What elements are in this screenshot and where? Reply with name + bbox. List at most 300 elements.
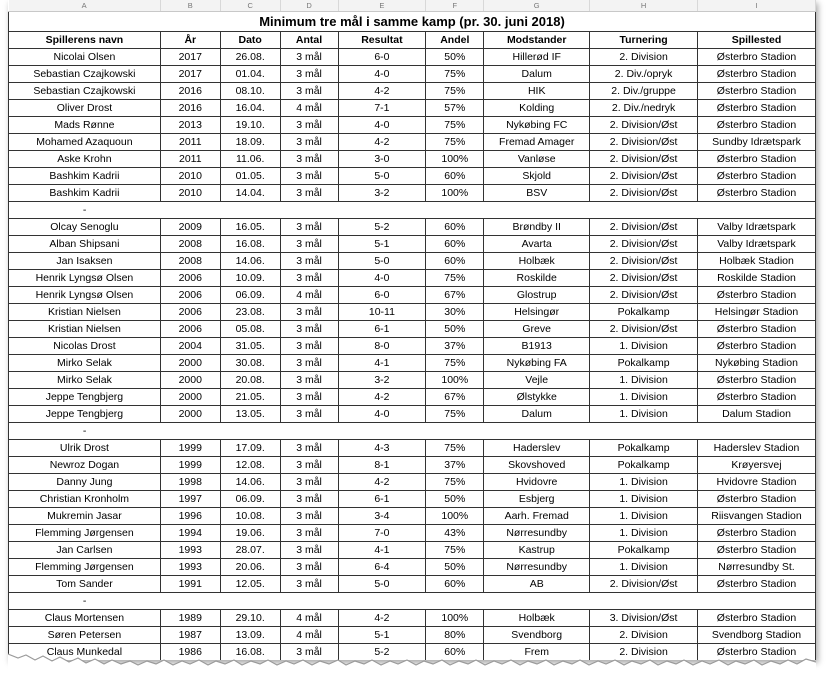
table-cell[interactable]: Riisvangen Stadion [698,508,816,525]
table-cell[interactable]: Dalum Stadion [698,406,816,423]
table-cell[interactable]: 1. Division [590,559,698,576]
table-cell[interactable]: 4-3 [338,440,426,457]
table-cell[interactable]: 4-2 [338,474,426,491]
table-cell[interactable]: 3 mål [280,304,338,321]
table-cell[interactable]: 2. Division/Øst [590,321,698,338]
table-cell[interactable]: Tom Sander [9,576,161,593]
table-cell[interactable]: Nørresundby St. [698,559,816,576]
table-cell[interactable]: Pokalkamp [590,355,698,372]
table-cell[interactable]: 16.05. [220,219,280,236]
table-cell[interactable]: Aarh. Fremad [484,508,590,525]
table-cell[interactable]: 1. Division [590,474,698,491]
table-cell[interactable]: 3 mål [280,321,338,338]
table-cell[interactable]: 1999 [160,457,220,474]
table-cell[interactable]: 1. Division [590,491,698,508]
table-cell[interactable]: 2000 [160,355,220,372]
table-cell[interactable]: 3 mål [280,355,338,372]
table-cell[interactable]: Henrik Lyngsø Olsen [9,270,161,287]
table-cell[interactable] [426,593,484,610]
table-cell[interactable]: 100% [426,372,484,389]
table-cell[interactable]: 28.07. [220,542,280,559]
table-cell[interactable]: 12.08. [220,457,280,474]
table-cell[interactable]: Danny Jung [9,474,161,491]
table-cell[interactable]: 2. Division/Øst [590,117,698,134]
table-cell[interactable]: Dalum [484,66,590,83]
table-cell[interactable]: 2. Division/Øst [590,576,698,593]
table-cell[interactable]: Pokalkamp [590,304,698,321]
table-cell[interactable]: 60% [426,219,484,236]
table-cell[interactable]: Nicolas Drost [9,338,161,355]
table-cell[interactable]: 60% [426,253,484,270]
table-cell[interactable]: Vejle [484,372,590,389]
table-cell[interactable]: 19.10. [220,117,280,134]
table-cell[interactable]: Mirko Selak [9,355,161,372]
table-cell[interactable]: 3 mål [280,117,338,134]
table-cell[interactable]: Frem [484,644,590,661]
table-cell[interactable]: Mirko Selak [9,372,161,389]
table-cell[interactable]: 100% [426,185,484,202]
table-cell[interactable] [338,423,426,440]
table-cell[interactable]: Flemming Jørgensen [9,525,161,542]
table-cell[interactable]: 3 mål [280,508,338,525]
table-cell[interactable]: 37% [426,338,484,355]
table-cell[interactable]: 1987 [160,627,220,644]
table-cell[interactable]: Nicolai Olsen [9,49,161,66]
table-cell[interactable]: Østerbro Stadion [698,576,816,593]
table-cell[interactable]: Østerbro Stadion [698,389,816,406]
table-cell[interactable]: 3 mål [280,236,338,253]
table-cell[interactable]: 1. Division [590,338,698,355]
table-cell[interactable]: Esbjerg [484,491,590,508]
table-cell[interactable]: 80% [426,627,484,644]
table-cell[interactable]: 13.05. [220,406,280,423]
table-cell[interactable]: 2. Division/Øst [590,168,698,185]
table-cell[interactable]: 2009 [160,219,220,236]
table-cell[interactable]: 1. Division [590,508,698,525]
table-cell[interactable] [160,593,220,610]
table-cell[interactable]: 60% [426,168,484,185]
table-cell[interactable]: Østerbro Stadion [698,287,816,304]
table-cell[interactable]: 2. Division/Øst [590,253,698,270]
table-cell[interactable]: 1993 [160,559,220,576]
table-cell[interactable]: Østerbro Stadion [698,117,816,134]
table-cell[interactable]: 26.08. [220,49,280,66]
table-cell[interactable]: Oliver Drost [9,100,161,117]
table-cell[interactable] [590,202,698,219]
table-cell[interactable]: 4 mål [280,100,338,117]
header-cell[interactable]: Dato [220,32,280,49]
table-cell[interactable]: Kristian Nielsen [9,304,161,321]
table-cell[interactable]: Østerbro Stadion [698,168,816,185]
table-cell[interactable]: 4-2 [338,83,426,100]
table-cell[interactable]: 2. Div./opryk [590,66,698,83]
table-cell[interactable]: AB [484,576,590,593]
table-cell[interactable]: 19.06. [220,525,280,542]
table-cell[interactable]: 2. Division [590,627,698,644]
table-cell[interactable]: 57% [426,100,484,117]
table-cell[interactable]: 1999 [160,440,220,457]
table-cell[interactable]: 75% [426,134,484,151]
table-cell[interactable]: Østerbro Stadion [698,100,816,117]
table-cell[interactable]: Østerbro Stadion [698,542,816,559]
table-cell[interactable]: Vanløse [484,151,590,168]
table-cell[interactable]: Dalum [484,406,590,423]
table-cell[interactable]: 8-1 [338,457,426,474]
table-cell[interactable]: 30.08. [220,355,280,372]
table-cell[interactable]: 18.09. [220,134,280,151]
table-cell[interactable]: 2011 [160,134,220,151]
table-cell[interactable]: Svendborg [484,627,590,644]
table-cell[interactable]: 3 mål [280,338,338,355]
table-cell[interactable]: 2006 [160,270,220,287]
table-cell[interactable]: 3 mål [280,525,338,542]
table-cell[interactable]: 13.09. [220,627,280,644]
table-cell[interactable]: 14.04. [220,185,280,202]
table-cell[interactable]: Kolding [484,100,590,117]
table-cell[interactable]: 2. Division/Øst [590,185,698,202]
table-cell[interactable]: Sebastian Czajkowski [9,83,161,100]
table-cell[interactable]: BSV [484,185,590,202]
table-cell[interactable]: 3 mål [280,134,338,151]
table-cell[interactable]: 31.05. [220,338,280,355]
table-cell[interactable] [280,423,338,440]
table-cell[interactable]: 4-2 [338,134,426,151]
table-cell[interactable]: 10-11 [338,304,426,321]
table-cell[interactable]: 17.09. [220,440,280,457]
table-cell[interactable]: Helsingør Stadion [698,304,816,321]
table-cell[interactable]: 6-4 [338,559,426,576]
table-cell[interactable]: Østerbro Stadion [698,610,816,627]
table-cell[interactable]: 1998 [160,474,220,491]
table-cell[interactable]: Sundby Idrætspark [698,134,816,151]
table-cell[interactable]: Østerbro Stadion [698,525,816,542]
table-cell[interactable]: Bashkim Kadrii [9,185,161,202]
table-cell[interactable]: 1986 [160,644,220,661]
table-cell[interactable]: Nykøbing FC [484,117,590,134]
table-cell[interactable]: 2. Division [590,49,698,66]
header-cell[interactable]: Spillerens navn [9,32,161,49]
table-cell[interactable]: Jan Isaksen [9,253,161,270]
table-cell[interactable]: 11.06. [220,151,280,168]
header-cell[interactable]: År [160,32,220,49]
table-cell[interactable]: 21.05. [220,389,280,406]
table-cell[interactable] [698,202,816,219]
table-cell[interactable] [426,423,484,440]
table-cell[interactable]: Østerbro Stadion [698,491,816,508]
table-cell[interactable]: 2016 [160,83,220,100]
table-cell[interactable]: Mads Rønne [9,117,161,134]
table-cell[interactable]: 3-2 [338,185,426,202]
table-cell[interactable]: Østerbro Stadion [698,151,816,168]
table-cell[interactable]: 2008 [160,236,220,253]
table-cell[interactable]: 6-1 [338,491,426,508]
table-cell[interactable]: 4-1 [338,542,426,559]
table-cell[interactable]: 5-1 [338,236,426,253]
table-cell[interactable]: 3 mål [280,83,338,100]
table-cell[interactable]: 16.08. [220,236,280,253]
table-cell[interactable]: 10.08. [220,508,280,525]
table-cell[interactable]: Holbæk Stadion [698,253,816,270]
table-cell[interactable]: Claus Munkedal [9,644,161,661]
table-cell[interactable]: 3 mål [280,185,338,202]
table-cell[interactable] [338,202,426,219]
table-cell[interactable]: 6-0 [338,49,426,66]
table-cell[interactable]: Roskilde [484,270,590,287]
table-cell[interactable]: 4 mål [280,627,338,644]
table-cell[interactable]: Sebastian Czajkowski [9,66,161,83]
table-cell[interactable]: 50% [426,321,484,338]
table-cell[interactable]: 3 mål [280,372,338,389]
table-cell[interactable]: 05.08. [220,321,280,338]
table-cell[interactable]: 75% [426,270,484,287]
table-cell[interactable]: 3 mål [280,270,338,287]
table-cell[interactable]: 75% [426,83,484,100]
table-cell[interactable]: Østerbro Stadion [698,185,816,202]
table-cell[interactable]: 1994 [160,525,220,542]
table-cell[interactable]: 12.05. [220,576,280,593]
table-cell[interactable]: 4-0 [338,66,426,83]
table-cell[interactable]: Aske Krohn [9,151,161,168]
table-cell[interactable]: Pokalkamp [590,457,698,474]
table-cell[interactable]: Helsingør [484,304,590,321]
table-cell[interactable]: - [9,593,161,610]
table-cell[interactable]: B1913 [484,338,590,355]
table-cell[interactable]: Jeppe Tengbjerg [9,389,161,406]
table-cell[interactable]: 3 mål [280,389,338,406]
table-cell[interactable]: 43% [426,525,484,542]
table-cell[interactable]: 3 mål [280,576,338,593]
table-cell[interactable]: 4-2 [338,610,426,627]
table-cell[interactable]: 23.08. [220,304,280,321]
table-cell[interactable] [426,202,484,219]
table-cell[interactable]: 7-0 [338,525,426,542]
table-cell[interactable]: 1997 [160,491,220,508]
table-cell[interactable]: 3-0 [338,151,426,168]
table-cell[interactable]: 8-0 [338,338,426,355]
table-cell[interactable]: 2008 [160,253,220,270]
table-cell[interactable]: 2011 [160,151,220,168]
table-cell[interactable]: Jeppe Tengbjerg [9,406,161,423]
table-cell[interactable]: 20.08. [220,372,280,389]
table-cell[interactable]: 6-0 [338,287,426,304]
table-cell[interactable]: 06.09. [220,491,280,508]
table-cell[interactable]: 2. Division/Øst [590,219,698,236]
table-cell[interactable]: 75% [426,474,484,491]
table-cell[interactable]: Alban Shipsani [9,236,161,253]
table-cell[interactable]: 3 mål [280,219,338,236]
table-cell[interactable]: 2. Division/Øst [590,134,698,151]
table-cell[interactable]: 1989 [160,610,220,627]
table-cell[interactable]: 3 mål [280,168,338,185]
table-cell[interactable]: 100% [426,508,484,525]
table-cell[interactable]: 5-0 [338,168,426,185]
table-cell[interactable]: 1993 [160,542,220,559]
table-cell[interactable]: 3 mål [280,474,338,491]
table-cell[interactable] [280,202,338,219]
table-cell[interactable]: 67% [426,389,484,406]
table-cell[interactable]: Nykøbing FA [484,355,590,372]
header-cell[interactable]: Spillested [698,32,816,49]
table-cell[interactable]: 08.10. [220,83,280,100]
table-cell[interactable]: Glostrup [484,287,590,304]
table-cell[interactable] [280,593,338,610]
column-letter[interactable]: A [9,0,161,12]
table-cell[interactable]: Mohamed Azaquoun [9,134,161,151]
table-cell[interactable]: Østerbro Stadion [698,321,816,338]
table-cell[interactable]: Østerbro Stadion [698,644,816,661]
table-cell[interactable] [160,423,220,440]
table-cell[interactable]: 60% [426,576,484,593]
table-cell[interactable]: 50% [426,49,484,66]
table-cell[interactable]: 3-4 [338,508,426,525]
column-letter[interactable]: D [280,0,338,12]
table-cell[interactable]: 2017 [160,49,220,66]
table-cell[interactable]: - [9,202,161,219]
table-cell[interactable]: 3 mål [280,253,338,270]
table-cell[interactable] [590,423,698,440]
table-cell[interactable]: 5-0 [338,253,426,270]
table-cell[interactable]: 2016 [160,100,220,117]
table-cell[interactable]: 2006 [160,321,220,338]
table-cell[interactable]: 75% [426,117,484,134]
table-cell[interactable]: Haderslev Stadion [698,440,816,457]
table-cell[interactable]: Fremad Amager [484,134,590,151]
column-letter[interactable]: I [698,0,816,12]
table-cell[interactable]: 14.06. [220,474,280,491]
table-cell[interactable]: Kristian Nielsen [9,321,161,338]
table-cell[interactable]: Greve [484,321,590,338]
table-cell[interactable]: 4 mål [280,287,338,304]
table-cell[interactable] [220,423,280,440]
table-cell[interactable]: 01.04. [220,66,280,83]
table-cell[interactable]: 67% [426,287,484,304]
table-cell[interactable]: 100% [426,610,484,627]
table-cell[interactable]: 3 mål [280,440,338,457]
table-cell[interactable]: Skjold [484,168,590,185]
table-cell[interactable]: 5-2 [338,219,426,236]
table-cell[interactable]: Valby Idrætspark [698,219,816,236]
table-cell[interactable]: 2004 [160,338,220,355]
table-cell[interactable]: 2. Division/Øst [590,270,698,287]
table-cell[interactable] [338,593,426,610]
table-cell[interactable]: 4 mål [280,610,338,627]
table-cell[interactable]: 1. Division [590,372,698,389]
table-cell[interactable]: 2006 [160,287,220,304]
table-cell[interactable]: Valby Idrætspark [698,236,816,253]
table-cell[interactable]: 2. Division/Øst [590,287,698,304]
table-cell[interactable]: Ulrik Drost [9,440,161,457]
table-cell[interactable]: 75% [426,66,484,83]
table-cell[interactable]: 2017 [160,66,220,83]
header-cell[interactable]: Andel [426,32,484,49]
table-cell[interactable]: 4-2 [338,389,426,406]
table-cell[interactable]: 50% [426,491,484,508]
table-cell[interactable]: 50% [426,559,484,576]
table-cell[interactable]: Christian Kronholm [9,491,161,508]
table-cell[interactable]: Nørresundby [484,525,590,542]
table-cell[interactable]: 3 mål [280,49,338,66]
table-cell[interactable]: Claus Mortensen [9,610,161,627]
table-cell[interactable]: 75% [426,406,484,423]
table-cell[interactable]: 2. Division [590,644,698,661]
table-cell[interactable]: Holbæk [484,253,590,270]
table-cell[interactable]: 1. Division [590,389,698,406]
table-cell[interactable]: 4-0 [338,406,426,423]
column-letter[interactable]: B [160,0,220,12]
table-cell[interactable]: 3 mål [280,559,338,576]
table-cell[interactable]: 4-1 [338,355,426,372]
table-cell[interactable]: Hillerød IF [484,49,590,66]
table-cell[interactable]: Olcay Senoglu [9,219,161,236]
table-cell[interactable]: Østerbro Stadion [698,372,816,389]
table-cell[interactable]: Svendborg Stadion [698,627,816,644]
table-cell[interactable]: Krøyersvej [698,457,816,474]
table-cell[interactable] [220,593,280,610]
table-cell[interactable]: 2. Div./nedryk [590,100,698,117]
table-cell[interactable]: 2013 [160,117,220,134]
table-cell[interactable]: 3 mål [280,406,338,423]
table-cell[interactable] [590,593,698,610]
table-cell[interactable]: Jan Carlsen [9,542,161,559]
table-cell[interactable]: 2000 [160,372,220,389]
table-cell[interactable]: 2. Div./gruppe [590,83,698,100]
table-cell[interactable]: HIK [484,83,590,100]
table-cell[interactable]: 3-2 [338,372,426,389]
table-cell[interactable] [484,423,590,440]
column-letter[interactable]: E [338,0,426,12]
table-cell[interactable]: 3 mål [280,542,338,559]
table-cell[interactable]: Pokalkamp [590,440,698,457]
table-cell[interactable]: 2000 [160,389,220,406]
table-cell[interactable]: 3 mål [280,151,338,168]
table-cell[interactable]: Haderslev [484,440,590,457]
table-cell[interactable]: Ølstykke [484,389,590,406]
header-cell[interactable]: Modstander [484,32,590,49]
column-letter[interactable]: G [484,0,590,12]
table-cell[interactable]: 75% [426,355,484,372]
table-cell[interactable]: 100% [426,151,484,168]
table-cell[interactable]: Østerbro Stadion [698,338,816,355]
table-cell[interactable]: 29.10. [220,610,280,627]
table-cell[interactable]: Avarta [484,236,590,253]
table-cell[interactable]: 2010 [160,168,220,185]
table-cell[interactable]: Østerbro Stadion [698,83,816,100]
table-cell[interactable]: 75% [426,440,484,457]
table-cell[interactable]: 3. Division/Øst [590,610,698,627]
header-cell[interactable]: Turnering [590,32,698,49]
table-cell[interactable]: 10.09. [220,270,280,287]
table-cell[interactable]: 7-1 [338,100,426,117]
table-cell[interactable]: Kastrup [484,542,590,559]
header-cell[interactable]: Resultat [338,32,426,49]
table-cell[interactable]: 2. Division/Øst [590,236,698,253]
table-cell[interactable]: 3 mål [280,491,338,508]
column-letter[interactable]: C [220,0,280,12]
table-cell[interactable]: 14.06. [220,253,280,270]
table-cell[interactable]: 20.06. [220,559,280,576]
table-cell[interactable]: 75% [426,542,484,559]
table-cell[interactable]: 5-1 [338,627,426,644]
table-cell[interactable]: 2000 [160,406,220,423]
table-cell[interactable]: Newroz Dogan [9,457,161,474]
table-cell[interactable]: 5-2 [338,644,426,661]
table-cell[interactable]: Hvidovre [484,474,590,491]
sheet-title[interactable]: Minimum tre mål i samme kamp (pr. 30. juni 2018) [9,12,816,32]
table-cell[interactable]: 1. Division [590,525,698,542]
table-cell[interactable]: 2006 [160,304,220,321]
table-cell[interactable]: 2. Division/Øst [590,151,698,168]
table-cell[interactable]: Flemming Jørgensen [9,559,161,576]
